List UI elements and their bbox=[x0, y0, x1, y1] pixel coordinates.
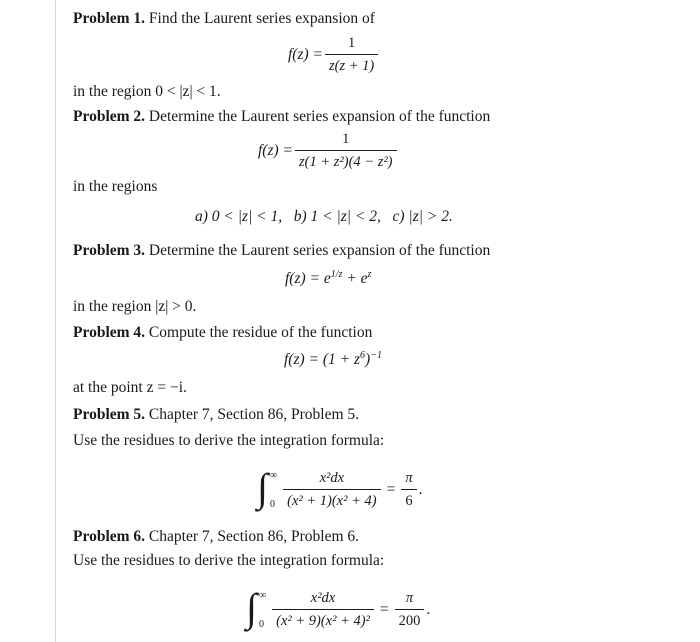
problem-6-equals: = bbox=[379, 601, 389, 618]
problem-6-integrand-numerator: x²dx bbox=[310, 590, 336, 606]
problem-4-formula bbox=[284, 351, 382, 368]
problem-6-heading bbox=[73, 529, 359, 545]
problem-5-integrand bbox=[283, 470, 380, 510]
problem-3-formula-plus: + e bbox=[342, 270, 368, 288]
problem-5-upper-limit: ∞ bbox=[269, 470, 278, 481]
problem-6-text: Chapter 7, Section 86, Problem 6. bbox=[148, 528, 360, 545]
problem-1-lhs: f(z) = bbox=[288, 46, 323, 63]
problem-5-integral bbox=[257, 465, 423, 510]
problem-4-text: Compute the residue of the function bbox=[148, 324, 373, 341]
page-margin-line bbox=[55, 0, 56, 642]
problem-6-result-numerator: π bbox=[405, 590, 414, 606]
problem-3-label: Problem 3. bbox=[73, 242, 146, 259]
problem-2-heading bbox=[73, 109, 490, 125]
problem-4-label: Problem 4. bbox=[73, 324, 146, 341]
problem-5-result-numerator: π bbox=[405, 470, 413, 486]
integral-sign-icon: ∫ bbox=[257, 465, 268, 510]
problem-4-formula-close: ) bbox=[365, 351, 371, 369]
problem-1-denominator: z(z + 1) bbox=[325, 54, 378, 75]
problem-3-exponent-1: 1/z bbox=[330, 269, 343, 280]
problem-6-result bbox=[395, 590, 425, 630]
problem-3-text: Determine the Laurent series expansion of the function bbox=[148, 242, 491, 259]
problem-3-formula bbox=[285, 270, 371, 287]
problem-1-numerator: 1 bbox=[347, 35, 356, 51]
problem-2-fraction bbox=[295, 131, 397, 171]
problem-5-text: Chapter 7, Section 86, Problem 5. bbox=[148, 406, 360, 423]
problem-1-fraction bbox=[325, 35, 378, 75]
problem-2-label: Problem 2. bbox=[73, 108, 146, 125]
problem-5-equals: = bbox=[386, 481, 396, 498]
problem-4-exponent-2: −1 bbox=[370, 350, 382, 361]
problem-3-heading bbox=[73, 243, 490, 259]
problem-6-integrand-denominator: (x² + 9)(x² + 4)² bbox=[272, 609, 374, 630]
problem-5-lower-limit: 0 bbox=[269, 499, 275, 510]
problem-2-numerator: 1 bbox=[342, 131, 350, 147]
problem-5-instruction: Use the residues to derive the integration formula: bbox=[73, 432, 385, 449]
problem-1-heading bbox=[73, 11, 375, 27]
problem-3-region: in the region |z| > 0. bbox=[73, 298, 197, 315]
problem-6-integral bbox=[246, 585, 431, 630]
problem-6-upper-limit: ∞ bbox=[258, 590, 267, 601]
problem-1-region: in the region 0 < |z| < 1. bbox=[73, 83, 221, 100]
problem-5-integrand-numerator: x²dx bbox=[319, 470, 345, 486]
problem-6-integrand bbox=[272, 590, 374, 630]
problem-5-period: . bbox=[418, 481, 423, 498]
problem-5-heading bbox=[73, 407, 359, 423]
problem-5-result-denominator: 6 bbox=[401, 489, 416, 510]
problem-5-integrand-denominator: (x² + 1)(x² + 4) bbox=[283, 489, 380, 510]
problem-4-point: at the point z = −i. bbox=[73, 379, 187, 396]
problem-6-instruction: Use the residues to derive the integration formula: bbox=[73, 552, 385, 569]
problem-2-formula bbox=[258, 131, 399, 171]
problem-1-text: Find the Laurent series expansion of bbox=[148, 10, 375, 27]
problem-1-formula bbox=[288, 35, 380, 75]
problem-2-text: Determine the Laurent series expansion of the function bbox=[148, 108, 491, 125]
problem-6-limits bbox=[259, 590, 266, 630]
problem-3-formula-base: f(z) = e bbox=[285, 270, 331, 288]
problem-2-regions: a) 0 < |z| < 1, b) 1 < |z| < 2, c) |z| > 2. bbox=[195, 208, 453, 225]
problem-6-period: . bbox=[426, 601, 431, 618]
problem-4-formula-base: f(z) = (1 + z bbox=[284, 351, 361, 369]
problem-6-lower-limit: 0 bbox=[258, 619, 264, 630]
problem-4-heading bbox=[73, 325, 372, 341]
problem-2-regions-intro: in the regions bbox=[73, 178, 158, 195]
problem-6-result-denominator: 200 bbox=[395, 609, 425, 630]
problem-5-limits bbox=[270, 470, 277, 510]
integral-sign-icon: ∫ bbox=[246, 585, 257, 630]
problem-6-label: Problem 6. bbox=[73, 528, 146, 545]
problem-2-lhs: f(z) = bbox=[258, 142, 293, 159]
problem-2-denominator: z(1 + z²)(4 − z²) bbox=[295, 150, 397, 171]
problem-3-exponent-2: z bbox=[367, 269, 372, 280]
problem-5-result bbox=[401, 470, 416, 510]
problem-1-label: Problem 1. bbox=[73, 10, 146, 27]
problem-5-label: Problem 5. bbox=[73, 406, 146, 423]
problem-4-exponent-1: 6 bbox=[360, 350, 366, 361]
